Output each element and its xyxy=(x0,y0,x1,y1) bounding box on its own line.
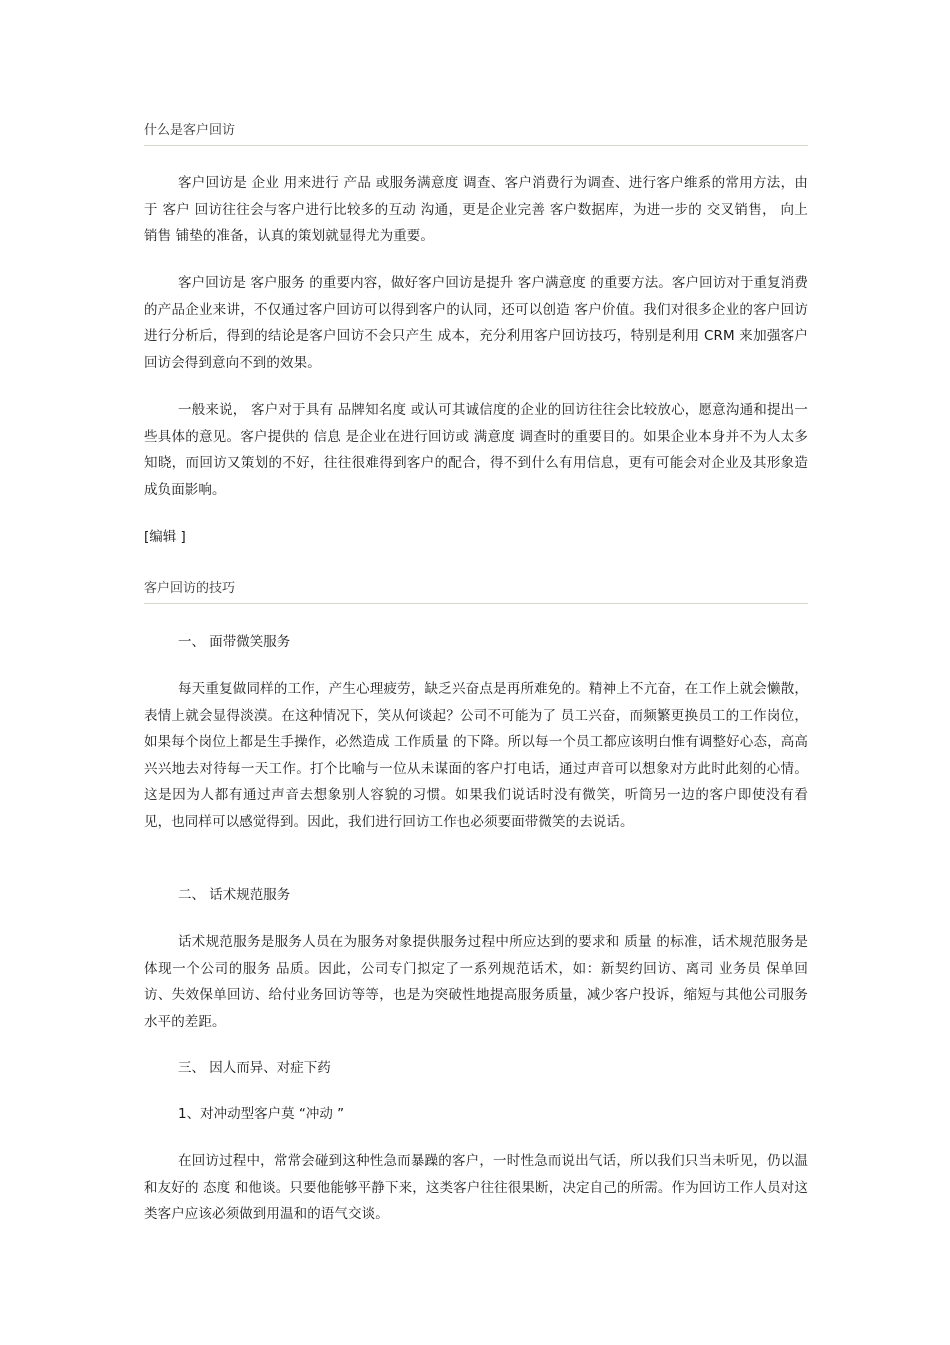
technique-2-title: 二、 话术规范服务 xyxy=(178,887,291,903)
technique-1-text: 每天重复做同样的工作，产生心理疲劳，缺乏兴奋点是再所难免的。精神上不亢奋，在工作上就会懒散，表情上就会显得淡漠。在这种情况下，笑从何谈起？公司不可能为了 员工兴奋，而频繁更换员工的工作岗位，如果每个岗位上都是生手操作，必然造成 工作质量 的下降。所以每一个员工都应该明白惟有调整好心态，高高兴兴地去对待每一天工作。打个比喻与一位从未谋面的客户打电话，通过声音可以想象对方此时此刻的心情。这是因为人都有通过声音去想象别人容貌的习惯。如果我们说话时没有微笑，听筒另一边的客户即使没有看见，也同样可以感觉得到。因此，我们进行回访工作也必须要面带微笑的去说话。 xyxy=(144,681,808,830)
paragraph-trust: 一般来说， 客户对于具有 品牌知名度 或认可其诚信度的企业的回访往往会比较放心，愿意沟通和提出一些具体的意见。客户提供的 信息 是企业在进行回访或 满意度 调查时的重要目的。如果企业本身并不为人太多知晓，而回访又策划的不好，往往很难得到客户的配合，得不到什么有用信息，更有可能会对企业及其形象造成负面影响。 xyxy=(144,402,808,498)
technique-3-title: 三、 因人而异、对症下药 xyxy=(178,1060,331,1076)
technique-1-title: 一、 面带微笑服务 xyxy=(178,634,291,650)
technique-3-text: 在回访过程中，常常会碰到这种性急而暴躁的客户，一时性急而说出气话，所以我们只当未听见，仍以温和友好的 态度 和他谈。只要他能够平静下来，这类客户往往很果断，决定自己的所需。作为回访工作人员对这类客户应该必须做到用温和的语气交谈。 xyxy=(144,1153,808,1222)
paragraph-importance: 客户回访是 客户服务 的重要内容，做好客户回访是提升 客户满意度 的重要方法。客户回访对于重复消费的产品企业来讲，不仅通过客户回访可以得到客户的认同，还可以创造 客户价值。我们对很多企业的客户回访进行分析后，得到的结论是客户回访不会只产生 成本，充分利用客户回访技巧，特别是利用 CRM 来加强客户回访会得到意向不到的效果。 xyxy=(144,275,808,371)
section-heading-what-is-callback: 什么是客户回访 xyxy=(144,122,808,146)
paragraph-intro: 客户回访是 企业 用来进行 产品 或服务满意度 调查、客户消费行为调查、进行客户维系的常用方法，由于 客户 回访往往会与客户进行比较多的互动 沟通，更是企业完善 客户数据库，为进一步的 交叉销售， 向上销售 铺垫的准备，认真的策划就显得尤为重要。 xyxy=(144,175,808,244)
edit-link[interactable]: [编辑 ] xyxy=(144,529,186,545)
technique-3-subtitle: 1、对冲动型客户莫 “冲动 ” xyxy=(178,1106,345,1122)
technique-2-text: 话术规范服务是服务人员在为服务对象提供服务过程中所应达到的要求和 质量 的标准，话术规范服务是体现一个公司的服务 品质。因此，公司专门拟定了一系列规范话术，如：新契约回访、离司 业务员 保单回访、失效保单回访、给付业务回访等等，也是为突破性地提高服务质量，减少客户投诉，缩短与其他公司服务水平的差距。 xyxy=(144,934,808,1030)
section-heading-techniques: 客户回访的技巧 xyxy=(144,580,808,604)
